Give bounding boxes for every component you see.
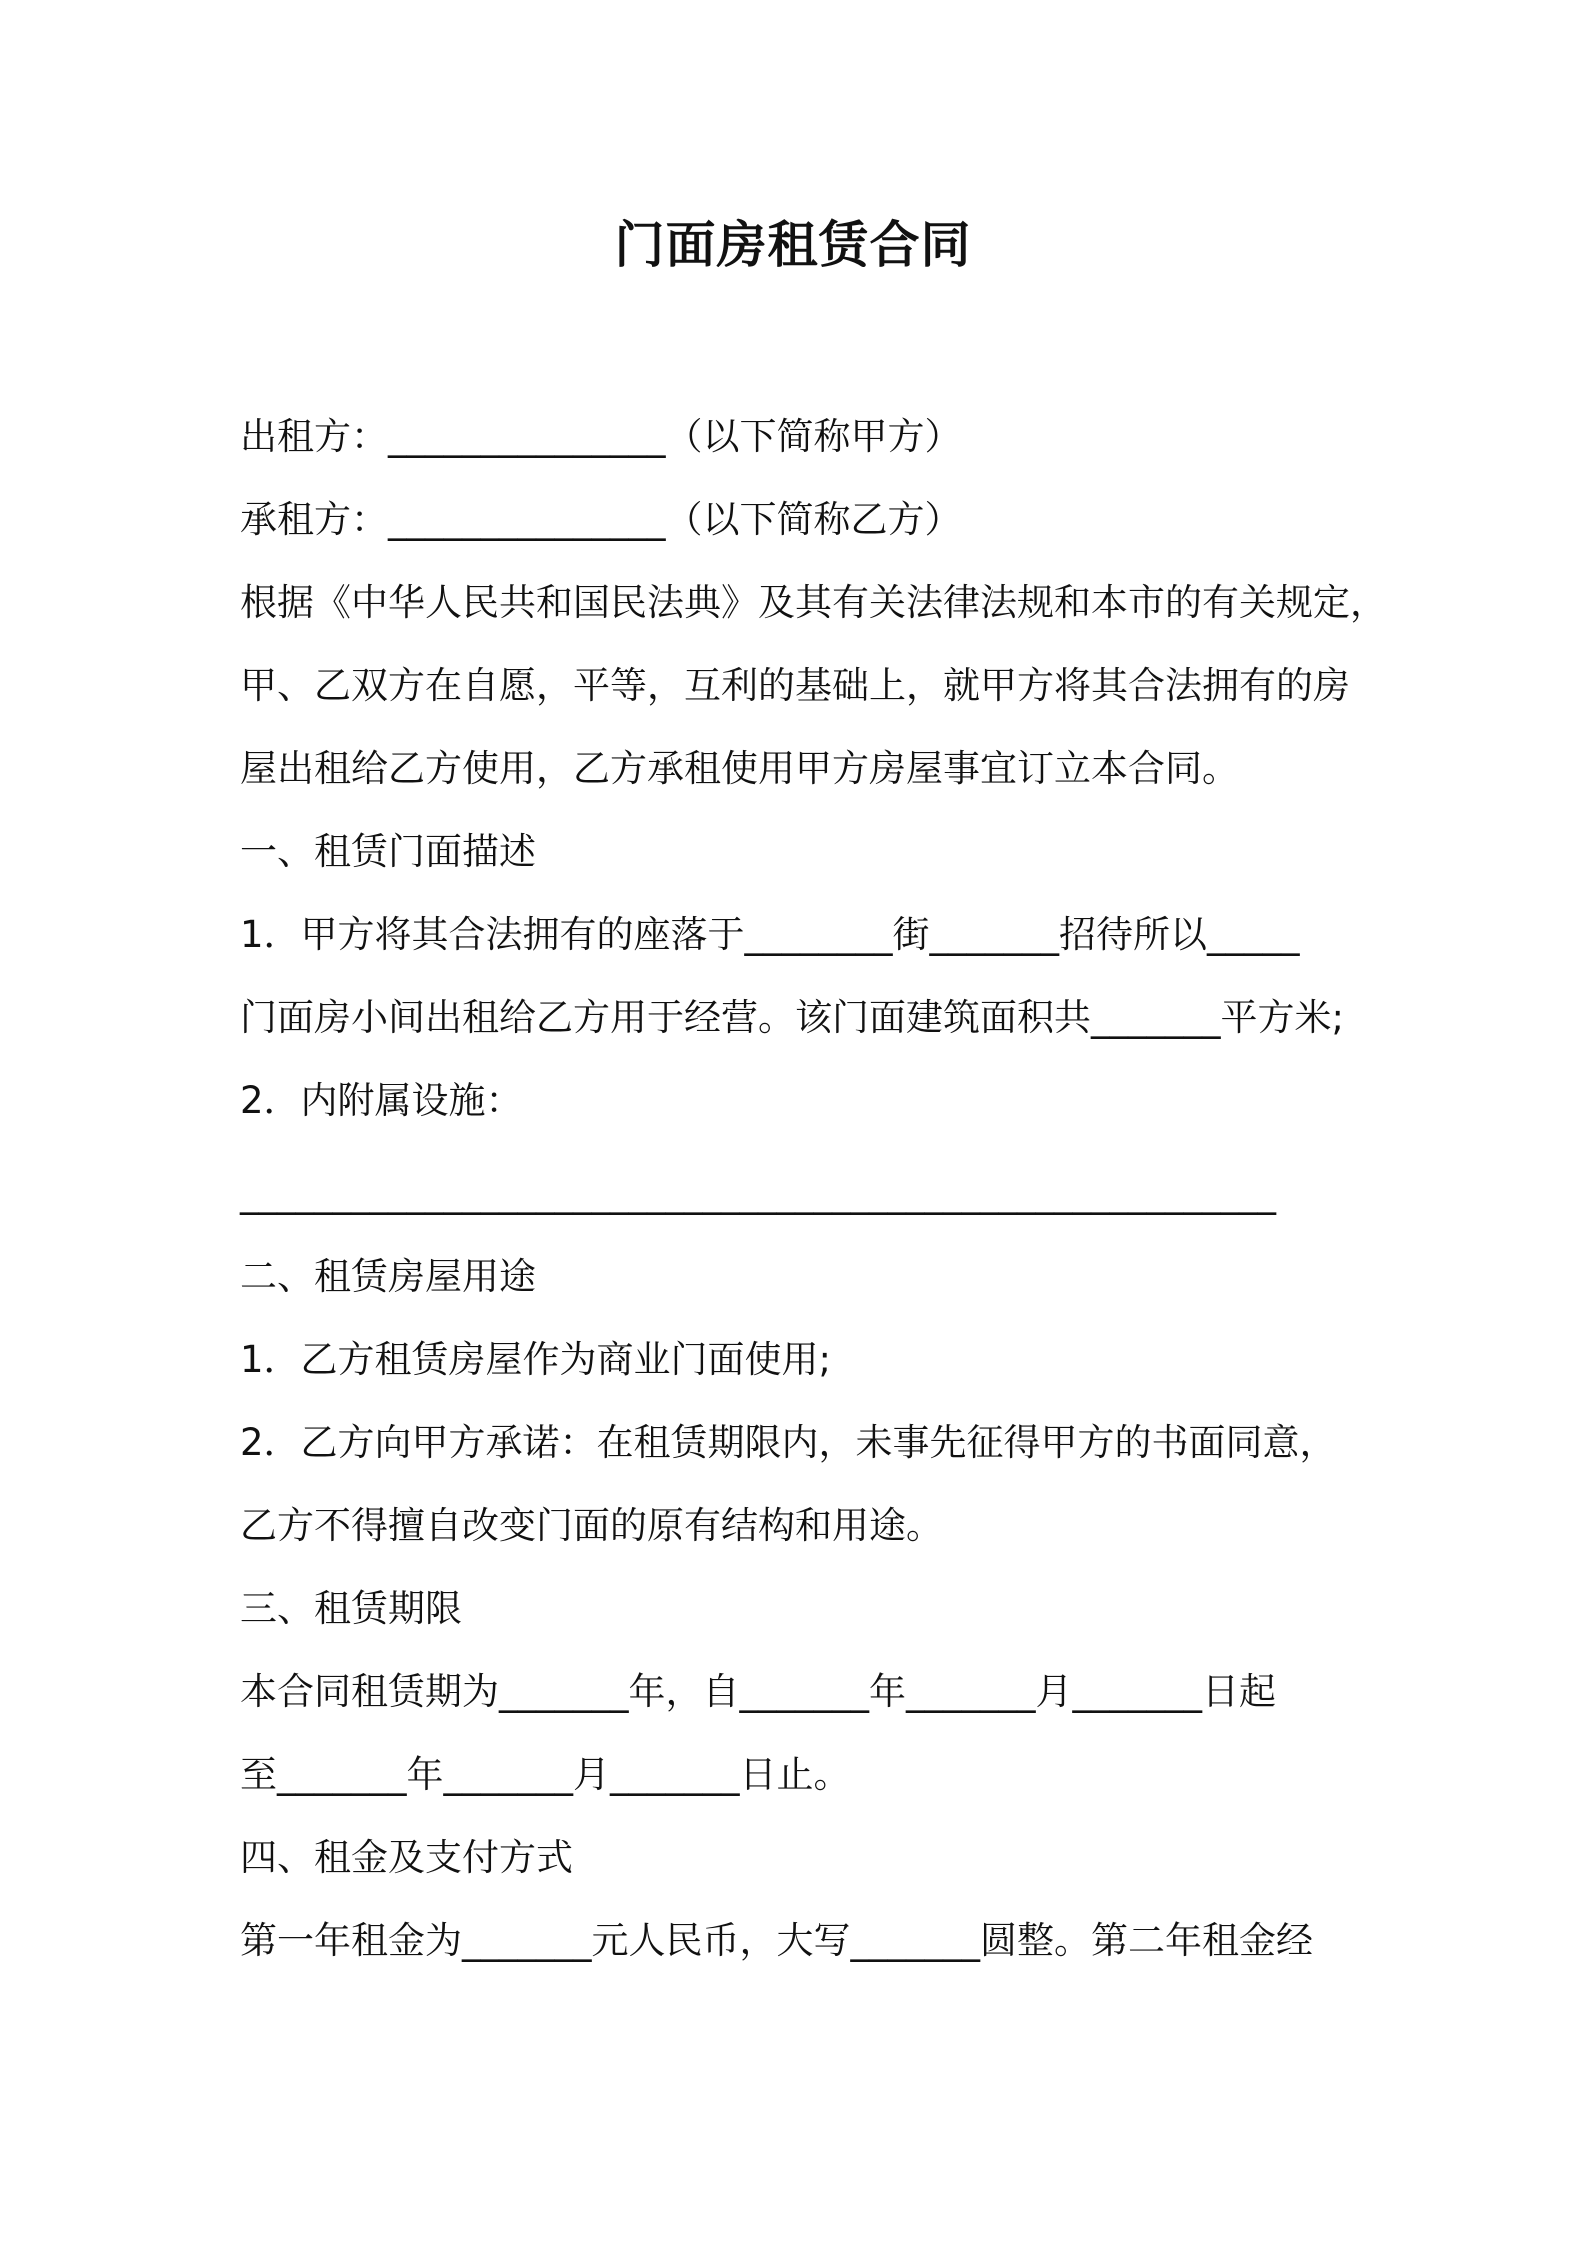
clause-2-2-line-1: 2．乙方向甲方承诺：在租赁期限内，未事先征得甲方的书面同意， bbox=[240, 1421, 1337, 1464]
rent-line-1: 第一年租金为_______元人民币，大写_______圆整。第二年租金经 bbox=[240, 1919, 1313, 1962]
document-title: 门面房租赁合同 bbox=[614, 216, 972, 274]
section-3-heading: 三、租赁期限 bbox=[240, 1587, 462, 1630]
term-line-2: 至_______年_______月_______日止。 bbox=[240, 1753, 851, 1796]
clause-2-1: 1．乙方租赁房屋作为商业门面使用; bbox=[240, 1338, 832, 1381]
section-2-heading: 二、租赁房屋用途 bbox=[240, 1255, 536, 1298]
clause-1-1-line-2: 门面房小间出租给乙方用于经营。该门面建筑面积共_______平方米; bbox=[240, 996, 1344, 1039]
section-4-heading: 四、租金及支付方式 bbox=[240, 1836, 573, 1879]
clause-2-2-line-2: 乙方不得擅自改变门面的原有结构和用途。 bbox=[240, 1504, 943, 1547]
preamble-line-1: 根据《中华人民共和国民法典》及其有关法律法规和本市的有关规定， bbox=[240, 581, 1387, 624]
clause-1-1-line-1: 1．甲方将其合法拥有的座落于________街_______招待所以_____ bbox=[240, 913, 1300, 956]
preamble-line-3: 屋出租给乙方使用，乙方承租使用甲方房屋事宜订立本合同。 bbox=[240, 747, 1239, 790]
lessee-line: 承租方：_______________（以下简称乙方） bbox=[240, 498, 962, 541]
clause-1-2: 2．内附属设施： bbox=[240, 1079, 523, 1122]
term-line-1: 本合同租赁期为_______年，自_______年_______月_______日起 bbox=[240, 1670, 1276, 1713]
facilities-blank-line: ________________________________________________________ bbox=[240, 1172, 1276, 1215]
lessor-line: 出租方：_______________（以下简称甲方） bbox=[240, 415, 962, 458]
preamble-line-2: 甲、乙双方在自愿，平等，互利的基础上，就甲方将其合法拥有的房 bbox=[240, 664, 1350, 707]
section-1-heading: 一、租赁门面描述 bbox=[240, 830, 536, 873]
